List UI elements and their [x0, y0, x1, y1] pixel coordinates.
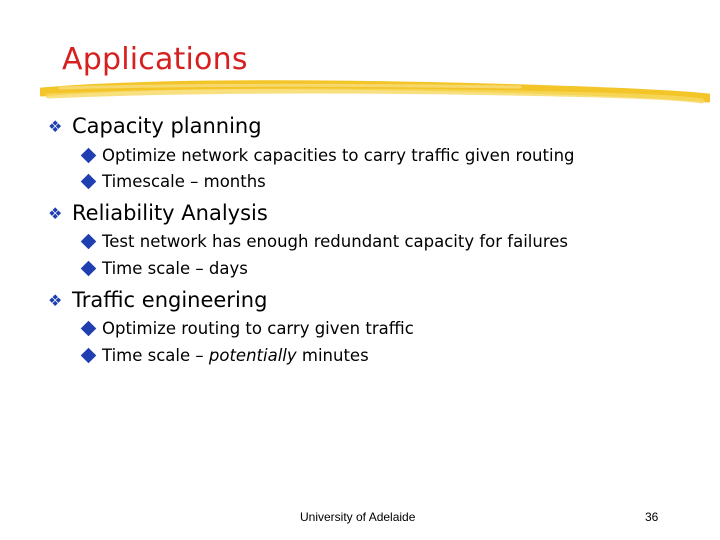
list-item: [80, 346, 369, 365]
list-item: [80, 146, 575, 165]
list-item: [80, 319, 414, 338]
section-heading-capacity-planning: [48, 114, 262, 138]
list-item-text: Timescale – months: [102, 172, 266, 191]
list-item: [80, 232, 568, 251]
list-item-text: Test network has enough redundant capacity for failures: [102, 232, 569, 251]
diamond-icon: [81, 234, 97, 250]
section-heading-text: Reliability Analysis: [72, 201, 268, 225]
list-item-text: Optimize network capacities to carry traffic given routing: [102, 146, 575, 165]
title-underline-stroke: [40, 72, 710, 112]
list-item: [80, 172, 266, 191]
list-item: [80, 259, 248, 278]
diamond-icon: [81, 321, 97, 337]
section-heading-reliability-analysis: [48, 201, 268, 225]
slide-title: Applications: [62, 42, 248, 77]
page-number: 36: [645, 510, 659, 524]
list-item-text: Time scale – days: [102, 259, 248, 278]
section-heading-text: Capacity planning: [72, 114, 262, 138]
four-diamond-icon: ❖: [48, 290, 63, 310]
diamond-icon: [81, 174, 97, 190]
section-heading-traffic-engineering: [48, 288, 267, 312]
section-heading-text: Traffic engineering: [72, 288, 268, 312]
four-diamond-icon: ❖: [48, 116, 63, 136]
footer-institution: University of Adelaide: [300, 510, 416, 524]
diamond-icon: [81, 348, 97, 364]
diamond-icon: [81, 148, 97, 164]
list-item-text: Optimize routing to carry given traffic: [102, 319, 414, 338]
diamond-icon: [81, 261, 97, 277]
emphasis-text: potentially: [208, 346, 297, 365]
four-diamond-icon: ❖: [48, 203, 63, 223]
list-item-text: Time scale – potentially minutes: [102, 346, 369, 365]
